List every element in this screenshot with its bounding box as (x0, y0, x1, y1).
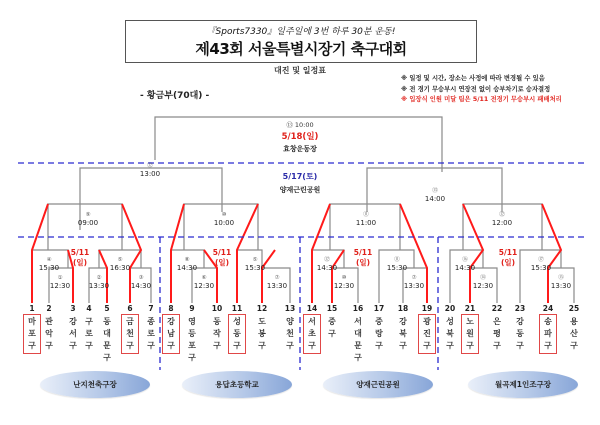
match-label (214, 211, 234, 227)
round1-date-label (71, 248, 89, 268)
team-entry (183, 303, 201, 364)
match-time: 13:30 (550, 282, 572, 290)
team-name: 성북구 (446, 317, 454, 350)
team-number: 25 (568, 304, 580, 313)
note-2: ※ 전 경기 무승부시 연장전 없이 승부차기로 승자결정 (401, 85, 551, 93)
match-label (267, 274, 287, 290)
team-name: 금천구 (123, 316, 137, 352)
match-number: ⑫ (499, 212, 505, 218)
match-label (140, 162, 160, 178)
semifinal-day-label (280, 171, 321, 195)
team-entry (40, 303, 58, 352)
team-number: 10 (211, 304, 223, 313)
match-label (473, 274, 493, 290)
match-number: ⑪ (363, 212, 369, 218)
match-time: 12:30 (193, 282, 215, 290)
semifinal-venue: 양재근린공원 (279, 186, 321, 194)
final-date: 5/18(일) (281, 132, 319, 142)
match-time: 16:30 (109, 264, 131, 272)
venue-badge: 난지천축구장 (40, 371, 150, 398)
team-name: 동작구 (213, 317, 221, 350)
team-number: 19 (421, 304, 433, 313)
match-time: 14:30 (130, 282, 152, 290)
team-name: 영등포구 (188, 317, 196, 362)
match-number: ⑰ (538, 257, 544, 263)
match-time: 14:00 (424, 195, 446, 203)
team-number: 11 (231, 304, 243, 313)
team-number: 7 (148, 304, 154, 313)
match-time: 09:00 (77, 219, 99, 227)
team-entry (208, 303, 226, 352)
match-label (177, 256, 197, 272)
match-time: 15:30 (530, 264, 552, 272)
match-number: ⑧ (184, 257, 190, 263)
team-entry (23, 303, 41, 352)
team-number: 22 (491, 304, 503, 313)
round1-day: (일) (355, 258, 371, 267)
match-time: 12:30 (333, 282, 355, 290)
round1-day: (일) (214, 258, 230, 267)
match-number: ③ (138, 275, 144, 281)
team-number: 24 (542, 304, 554, 313)
match-number: ⑬ (432, 188, 438, 194)
match-time: 14:30 (176, 264, 198, 272)
match-time: 13:30 (403, 282, 425, 290)
team-entry (418, 303, 436, 352)
match-number: ⑤ (117, 257, 123, 263)
match-label (425, 187, 445, 203)
team-name: 강북구 (399, 317, 407, 350)
match-number: ⑦ (411, 275, 417, 281)
match-time: 12:00 (491, 219, 513, 227)
match-label (194, 274, 214, 290)
match-label (39, 256, 59, 272)
match-label (356, 211, 376, 227)
match-label (110, 256, 130, 272)
round1-date: 5/11 (353, 248, 373, 257)
team-number: 14 (306, 304, 318, 313)
final-match-label (282, 120, 319, 154)
match-label (387, 256, 407, 272)
team-entry (323, 303, 341, 340)
note-3: ※ 입장식 인원 미달 팀은 5/11 전경기 무승부시 패배처리 (401, 96, 562, 103)
team-entry (142, 303, 160, 352)
team-entry (441, 303, 459, 352)
match-label (78, 211, 98, 227)
team-number: 13 (284, 304, 296, 313)
team-entry (565, 303, 583, 352)
team-number: 15 (326, 304, 338, 313)
match-number: ⑫ (147, 163, 153, 169)
team-number: 9 (189, 304, 195, 313)
match-number: ① (57, 275, 63, 281)
team-number: 21 (464, 304, 476, 313)
team-entry (98, 303, 116, 364)
match-time: 14:30 (454, 264, 476, 272)
team-number: 5 (104, 304, 110, 313)
subtitle-text: 대진 및 일정표 (268, 66, 332, 75)
match-number: ② (96, 275, 102, 281)
round1-date: 5/11 (70, 248, 90, 257)
match-label (317, 256, 337, 272)
team-entry (394, 303, 412, 352)
team-name: 구로구 (85, 317, 93, 350)
match-label (551, 274, 571, 290)
match-time: 12:30 (472, 282, 494, 290)
team-entry (228, 303, 246, 352)
team-number: 20 (444, 304, 456, 313)
team-name: 성동구 (230, 316, 244, 352)
team-name: 종로구 (147, 317, 155, 350)
venue-badge: 용답초등학교 (182, 371, 292, 398)
team-name: 동대문구 (103, 317, 111, 362)
team-name: 광진구 (420, 316, 434, 352)
match-label (492, 211, 512, 227)
semifinal-date: 5/17(토) (282, 172, 318, 181)
team-name: 도봉구 (258, 317, 266, 350)
round1-day: (일) (500, 258, 516, 267)
match-number: ⑨ (85, 212, 91, 218)
match-number: ⑮ (558, 275, 564, 281)
match-number: ⑫ (324, 257, 330, 263)
team-entry (539, 303, 557, 352)
round1-day: (일) (72, 258, 88, 267)
team-name: 양천구 (286, 317, 294, 350)
match-label (404, 274, 424, 290)
match-time: 15:30 (38, 264, 60, 272)
team-entry (370, 303, 388, 352)
match-label (455, 256, 475, 272)
match-label (334, 274, 354, 290)
team-number: 8 (168, 304, 174, 313)
match-label (245, 256, 265, 272)
match-number: ⑭ (480, 275, 486, 281)
team-name: 서초구 (305, 316, 319, 352)
page-title: 제43회 서울특별시장기 축구대회 (195, 40, 407, 58)
match-number: ⑯ (462, 257, 468, 263)
team-number: 17 (373, 304, 385, 313)
match-number: ⑪ (394, 257, 400, 263)
match-label (50, 274, 70, 290)
match-number: ⑩ (221, 212, 227, 218)
team-entry (461, 303, 479, 352)
team-name: 관악구 (45, 317, 53, 350)
match-time: 13:00 (139, 170, 161, 178)
round1-date-label (499, 248, 517, 268)
team-entry (162, 303, 180, 352)
team-number: 1 (29, 304, 35, 313)
team-name: 송파구 (541, 316, 555, 352)
match-label (531, 256, 551, 272)
match-time: 13:30 (88, 282, 110, 290)
team-entry (488, 303, 506, 352)
team-name: 노원구 (463, 316, 477, 352)
round1-date-label (354, 248, 372, 268)
team-name: 용산구 (570, 317, 578, 350)
round1-date-label (213, 248, 231, 268)
match-label (131, 274, 151, 290)
match-time: 15:30 (386, 264, 408, 272)
team-entry (253, 303, 271, 352)
team-name: 은평구 (493, 317, 501, 350)
match-label (89, 274, 109, 290)
venue-badge: 양재근린공원 (323, 371, 433, 398)
slogan: 『Sports7330』일주일에 3번 하루 30분 운동! (206, 27, 396, 37)
team-entry (349, 303, 367, 364)
team-entry (121, 303, 139, 352)
team-number: 23 (514, 304, 526, 313)
team-number: 18 (397, 304, 409, 313)
team-number: 2 (46, 304, 52, 313)
match-time: 15:30 (244, 264, 266, 272)
match-number: ⑤ (252, 257, 258, 263)
match-time: 14:30 (316, 264, 338, 272)
team-entry (80, 303, 98, 352)
team-number: 12 (256, 304, 268, 313)
match-number: ⑩ (341, 275, 347, 281)
final-match-time: ⑬ 10:00 (286, 121, 314, 129)
team-name: 중구 (328, 317, 336, 338)
team-name: 강서구 (69, 317, 77, 350)
final-venue: 효창운동장 (283, 145, 317, 153)
match-number: ⑦ (274, 275, 280, 281)
team-name: 서대문구 (354, 317, 362, 362)
match-time: 11:00 (355, 219, 377, 227)
match-time: 10:00 (213, 219, 235, 227)
team-name: 강동구 (516, 317, 524, 350)
division-title: - 황금부(70대) - (140, 91, 210, 101)
venue-badge: 월곡제1인조구장 (468, 371, 578, 398)
team-number: 3 (70, 304, 76, 313)
round1-date: 5/11 (212, 248, 232, 257)
match-time: 12:30 (49, 282, 71, 290)
team-entry (281, 303, 299, 352)
team-entry (303, 303, 321, 352)
team-entry (511, 303, 529, 352)
team-number: 16 (352, 304, 364, 313)
match-number: ⑥ (201, 275, 207, 281)
team-name: 중랑구 (375, 317, 383, 350)
match-number: ④ (46, 257, 52, 263)
match-time: 13:30 (266, 282, 288, 290)
team-name: 강남구 (164, 316, 178, 352)
team-name: 마포구 (25, 316, 39, 352)
team-number: 6 (127, 304, 133, 313)
round1-date: 5/11 (498, 248, 518, 257)
note-1: ※ 일정 및 시간, 장소는 사정에 따라 변경될 수 있음 (401, 75, 545, 82)
team-number: 4 (86, 304, 92, 313)
